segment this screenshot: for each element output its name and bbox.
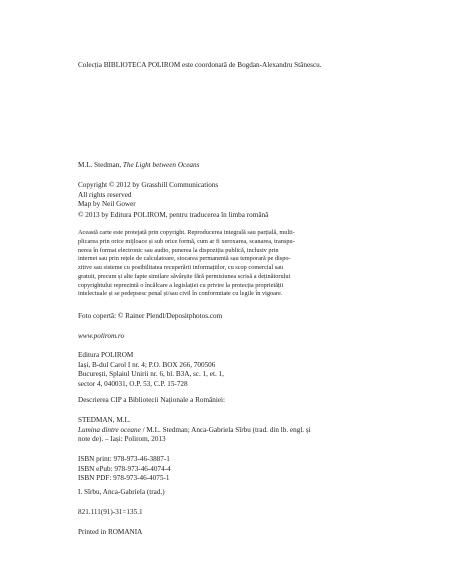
publisher-address-line: sector 4, 040031, O.P. 53, C.P. 15-728 [78, 379, 188, 388]
legal-line: nerea în format electronic sau audio, punerea la dispoziția publică, inclusiv prin [78, 246, 279, 254]
original-title-line [78, 161, 378, 171]
cip-details-continued: note de). – Iași: Polirom, 2013 [78, 435, 166, 444]
legal-line: zitive sau sisteme cu posibilitatea recuperării informațiilor, cu scop comercial sau [78, 264, 284, 271]
rights-line: All rights reserved [78, 190, 132, 199]
isbn-epub: ISBN ePub: 978-973-46-4074-4 [78, 464, 171, 473]
isbn-print: ISBN print: 978-973-46-3887-1 [78, 455, 170, 463]
legal-line: intelectuale și se pedepsesc penal și/sau civil în conformitate cu legile în vigoare. [78, 290, 283, 298]
printed-in-text: Printed in ROMANIA [78, 528, 143, 536]
original-author: M.L. Stedman, [78, 161, 122, 169]
legal-line: plicarea prin orice mijloace și sub orice formă, cum ar fi xeroxarea, scanarea, transpu- [78, 237, 295, 245]
legal-notice [78, 229, 378, 299]
legal-line: internet sau prin rețele de calculatoare, stocarea permanentă sau temporară pe dispo- [78, 255, 291, 263]
isbn-pdf: ISBN PDF: 978-973-46-4075-1 [78, 474, 170, 483]
legal-line: copyrightului reprezintă o încălcare a legislației cu privire la protecția proprietății [78, 281, 284, 289]
website-text: www.polirom.ro [78, 332, 125, 340]
subject-entry [78, 488, 378, 498]
isbn-block [78, 455, 378, 484]
legal-line: Această carte este protejată prin copyright. Reproducerea integrală sau parțială, multi- [78, 229, 295, 236]
copyright-block [78, 181, 378, 210]
publisher-name: Editura POLIROM [78, 351, 134, 359]
subject-text: I. Sîrbu, Anca-Gabriela (trad.) [78, 488, 165, 496]
cip-entry [78, 416, 378, 445]
collection-note-text: Colecția BIBLIOTECA POLIROM este coordonată de Bogdan-Alexandru Stănescu. [78, 61, 322, 69]
map-credit-line: Map by Neil Gower [78, 200, 136, 209]
printed-in [78, 528, 378, 538]
udc-text: 821.111(91)-31=135.1 [78, 508, 143, 516]
cip-details: / M.L. Stedman; Anca-Gabriela Sîrbu (trad. din lb. engl. și [140, 425, 311, 434]
original-title: The Light between Oceans [122, 161, 200, 169]
cip-heading [78, 396, 378, 406]
cip-book-title: Lumina dintre oceane [78, 425, 141, 434]
cip-heading-text: Descrierea CIP a Bibliotecii Naționale a României: [78, 396, 226, 404]
publisher-address [78, 351, 378, 389]
copyright-line: Copyright © 2012 by Grasshill Communications [78, 181, 219, 189]
collection-note [78, 61, 378, 71]
cip-author: STEDMAN, M.L. [78, 416, 131, 424]
translation-copyright-text: © 2013 by Editura POLIROM, pentru traducerea în limba română [78, 211, 269, 219]
publisher-address-line: București, Splaiul Unirii nr. 6, bl. B3A, sc. 1, et. 1, [78, 370, 224, 379]
translation-copyright [78, 211, 378, 221]
legal-line: gratuit, precum și alte fapte similare săvârșite fără permisiunea scrisă a deținătorului [78, 272, 291, 280]
publisher-address-line: Iași, B-dul Carol I nr. 4; P.O. BOX 266, 700506 [78, 360, 216, 369]
udc-code [78, 508, 378, 518]
website [78, 332, 378, 342]
cover-photo-text: Foto copertă: © Rainer Plendl/Depositphotos.com [78, 312, 223, 320]
cover-photo-credit [78, 312, 378, 322]
